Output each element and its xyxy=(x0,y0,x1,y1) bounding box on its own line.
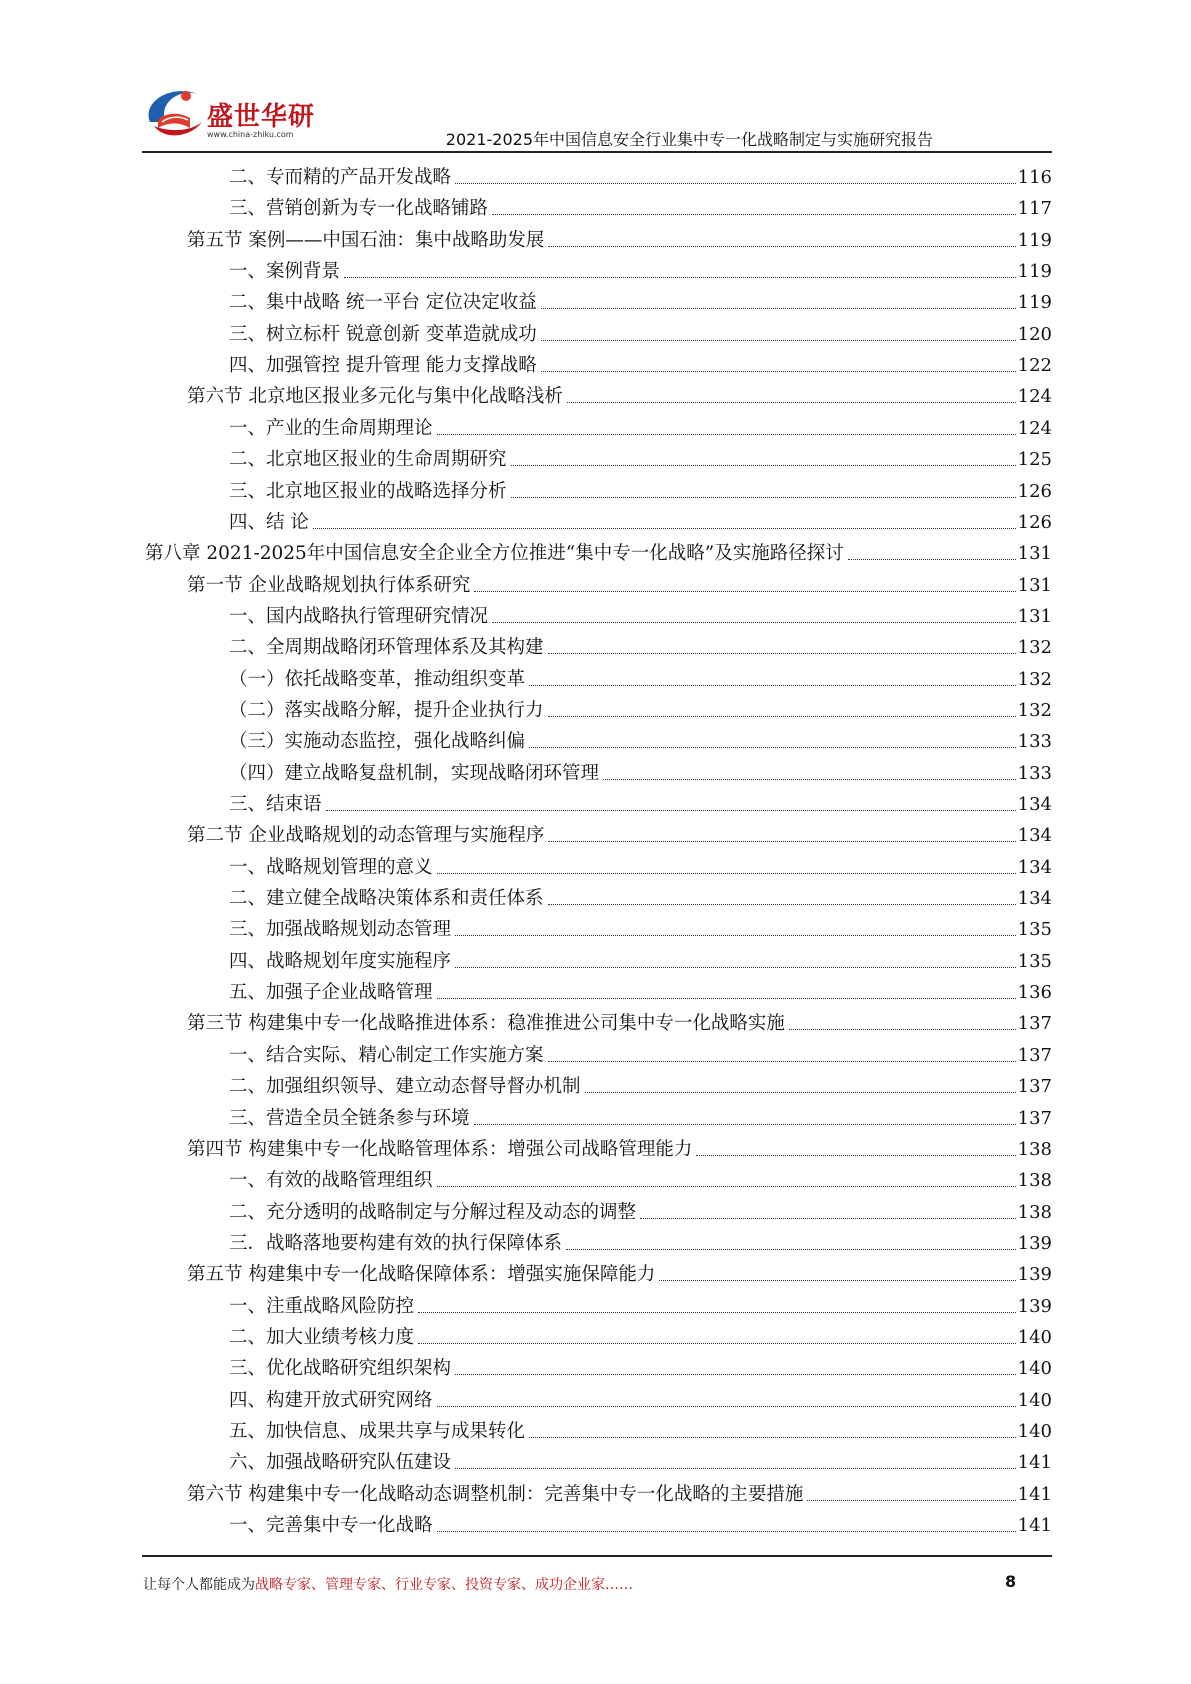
toc-entry-page: 131 xyxy=(1017,543,1052,565)
toc-entry-page: 126 xyxy=(1017,511,1052,533)
footer-divider xyxy=(142,1555,1052,1557)
logo-text: 盛世华研 xyxy=(207,102,316,132)
toc-leader-dots xyxy=(548,1061,1016,1062)
toc-entry-title: （一）依托战略变革，推动组织变革 xyxy=(229,668,526,690)
toc-entry-title: 第六节 北京地区报业多元化与集中化战略浅析 xyxy=(187,386,563,408)
toc-entry-page: 134 xyxy=(1017,888,1052,910)
toc-entry-page: 137 xyxy=(1017,1076,1052,1098)
toc-entry-title: 五、加快信息、成果共享与成果转化 xyxy=(229,1421,526,1442)
toc-entry-page: 125 xyxy=(1017,449,1052,471)
page-header xyxy=(0,0,1191,150)
toc-leader-dots xyxy=(455,935,1016,936)
toc-entry-page: 134 xyxy=(1017,794,1052,815)
toc-entry[interactable] xyxy=(229,1226,1052,1256)
toc-entry[interactable] xyxy=(229,975,1052,1005)
toc-entry-page: 134 xyxy=(1017,856,1052,878)
toc-entry-title: 三、结束语 xyxy=(229,794,322,815)
toc-entry-title: 一、产业的生命周期理论 xyxy=(229,417,433,439)
toc-leader-dots xyxy=(529,1437,1016,1438)
toc-leader-dots xyxy=(418,1343,1016,1344)
toc-entry-page: 140 xyxy=(1017,1389,1052,1411)
toc-entry[interactable] xyxy=(229,505,1052,535)
toc-entry-title: 二、加大业绩考核力度 xyxy=(229,1326,415,1348)
toc-leader-dots xyxy=(455,1468,1016,1469)
toc-leader-dots xyxy=(659,1280,1015,1281)
logo-url: www.china-zhiku.com xyxy=(207,130,294,139)
toc-leader-dots xyxy=(696,1155,1015,1156)
toc-entry-page: 119 xyxy=(1017,229,1052,251)
toc-leader-dots xyxy=(529,747,1016,748)
toc-entry-title: 第三节 构建集中专一化战略推进体系：稳准推进公司集中专一化战略实施 xyxy=(187,1013,785,1035)
toc-entry-title: 第二节 企业战略规划的动态管理与实施程序 xyxy=(187,825,545,847)
toc-entry-title: 二、建立健全战略决策体系和责任体系 xyxy=(229,888,544,910)
toc-entry-title: 第五节 构建集中专一化战略保障体系：增强实施保障能力 xyxy=(187,1264,656,1286)
toc-leader-dots xyxy=(640,1218,1016,1219)
toc-entry[interactable] xyxy=(229,254,1052,284)
toc-entry[interactable] xyxy=(229,724,1052,754)
toc-entry-title: 一、案例背景 xyxy=(229,261,341,283)
toc-entry[interactable] xyxy=(229,1414,1052,1444)
toc-leader-dots xyxy=(585,1092,1016,1093)
page-number: 8 xyxy=(1005,1572,1017,1591)
toc-entry[interactable] xyxy=(229,1289,1052,1319)
toc-leader-dots xyxy=(541,371,1016,372)
footer-slogan-prefix: 让每个人都能成为 xyxy=(143,1577,255,1593)
toc-entry[interactable] xyxy=(229,599,1052,629)
toc-entry-page: 140 xyxy=(1017,1358,1052,1380)
toc-entry-page: 132 xyxy=(1017,668,1052,690)
toc-entry-page: 136 xyxy=(1017,982,1052,1004)
toc-entry-title: 三．战略落地要构建有效的执行保障体系 xyxy=(229,1232,563,1254)
toc-leader-dots xyxy=(567,402,1016,403)
toc-entry[interactable] xyxy=(229,630,1052,660)
toc-entry-page: 117 xyxy=(1017,198,1052,220)
document-title: 2021-2025年中国信息安全行业集中专一化战略制定与实施研究报告 xyxy=(445,130,933,149)
toc-entry-title: 二、专而精的产品开发战略 xyxy=(229,167,452,188)
toc-entry[interactable] xyxy=(229,411,1052,441)
toc-entry-page: 138 xyxy=(1017,1138,1052,1160)
toc-entry-title: 第四节 构建集中专一化战略管理体系：增强公司战略管理能力 xyxy=(187,1138,693,1160)
toc-entry-title: 第五节 案例——中国石油：集中战略助发展 xyxy=(187,229,545,251)
toc-entry-page: 119 xyxy=(1017,261,1052,283)
toc-entry-page: 122 xyxy=(1017,355,1052,377)
toc-entry-title: 五、加强子企业战略管理 xyxy=(229,982,433,1004)
toc-leader-dots xyxy=(437,873,1016,874)
toc-entry-title: （三）实施动态监控，强化战略纠偏 xyxy=(229,731,526,753)
toc-leader-dots xyxy=(807,1500,1015,1501)
toc-leader-dots xyxy=(566,1249,1016,1250)
toc-leader-dots xyxy=(548,841,1015,842)
toc-leader-dots xyxy=(848,559,1016,560)
toc-entry[interactable] xyxy=(229,1508,1052,1538)
toc-entry-title: 三、树立标杆 锐意创新 变革造就成功 xyxy=(229,323,537,345)
toc-leader-dots xyxy=(492,214,1016,215)
toc-entry-title: 三、北京地区报业的战略选择分析 xyxy=(229,480,507,502)
toc-entry-page: 140 xyxy=(1017,1421,1052,1442)
toc-entry[interactable] xyxy=(229,944,1052,974)
toc-leader-dots xyxy=(541,340,1016,341)
toc-entry-title: 四、构建开放式研究网络 xyxy=(229,1389,433,1411)
toc-entry[interactable] xyxy=(229,787,1052,817)
toc-entry[interactable] xyxy=(229,160,1052,190)
toc-leader-dots xyxy=(789,1029,1016,1030)
toc-entry-title: 一、注重战略风险防控 xyxy=(229,1295,415,1317)
toc-entry-page: 120 xyxy=(1017,323,1052,345)
toc-entry[interactable] xyxy=(229,850,1052,880)
toc-entry[interactable] xyxy=(229,348,1052,378)
toc-entry[interactable] xyxy=(187,818,1052,848)
toc-entry-page: 131 xyxy=(1017,574,1052,596)
toc-entry[interactable] xyxy=(229,474,1052,504)
toc-entry-title: 三、营销创新为专一化战略铺路 xyxy=(229,198,489,220)
toc-entry-title: 第八章 2021-2025年中国信息安全企业全方位推进“集中专一化战略”及实施路径探讨 xyxy=(145,543,844,565)
toc-entry[interactable] xyxy=(187,1257,1052,1287)
toc-leader-dots xyxy=(603,779,1016,780)
toc-leader-dots xyxy=(455,183,1016,184)
toc-entry-title: 第一节 企业战略规划执行体系研究 xyxy=(187,574,471,596)
toc-entry-page: 124 xyxy=(1017,386,1052,408)
toc-entry-title: 一、结合实际、精心制定工作实施方案 xyxy=(229,1044,544,1066)
toc-leader-dots xyxy=(541,308,1016,309)
toc-entry[interactable] xyxy=(229,1351,1052,1381)
toc-entry[interactable] xyxy=(229,1445,1052,1475)
toc-leader-dots xyxy=(437,434,1016,435)
toc-entry-page: 126 xyxy=(1017,480,1052,502)
toc-leader-dots xyxy=(344,277,1016,278)
toc-leader-dots xyxy=(474,1124,1016,1125)
toc-entry[interactable] xyxy=(229,317,1052,347)
toc-entry-page: 135 xyxy=(1017,919,1052,941)
toc-leader-dots xyxy=(511,497,1016,498)
toc-entry-title: 三、加强战略规划动态管理 xyxy=(229,919,452,941)
toc-leader-dots xyxy=(492,622,1016,623)
toc-entry-page: 133 xyxy=(1017,731,1052,753)
toc-entry[interactable] xyxy=(187,379,1052,409)
toc-entry-title: 四、战略规划年度实施程序 xyxy=(229,950,452,972)
toc-entry-title: （二）落实战略分解，提升企业执行力 xyxy=(229,699,544,721)
toc-leader-dots xyxy=(548,246,1015,247)
toc-entry-page: 137 xyxy=(1017,1044,1052,1066)
toc-leader-dots xyxy=(418,1312,1016,1313)
toc-entry[interactable] xyxy=(229,693,1052,723)
toc-entry[interactable] xyxy=(229,1069,1052,1099)
toc-entry-page: 131 xyxy=(1017,605,1052,627)
toc-entry-page: 137 xyxy=(1017,1107,1052,1129)
toc-entry-title: 一、战略规划管理的意义 xyxy=(229,856,433,878)
toc-leader-dots xyxy=(313,528,1016,529)
toc-entry[interactable] xyxy=(187,223,1052,253)
toc-leader-dots xyxy=(548,716,1016,717)
toc-entry[interactable] xyxy=(187,1132,1052,1162)
toc-leader-dots xyxy=(548,904,1016,905)
toc-entry-page: 138 xyxy=(1017,1170,1052,1192)
toc-entry[interactable] xyxy=(229,756,1052,786)
toc-entry-title: 二、全周期战略闭环管理体系及其构建 xyxy=(229,637,544,659)
footer-slogan xyxy=(143,1574,633,1594)
toc-entry[interactable] xyxy=(229,912,1052,942)
toc-entry-page: 135 xyxy=(1017,950,1052,972)
toc-leader-dots xyxy=(548,653,1016,654)
toc-entry-title: 一、国内战略执行管理研究情况 xyxy=(229,605,489,627)
toc-leader-dots xyxy=(326,810,1016,811)
toc-entry-page: 141 xyxy=(1017,1452,1052,1474)
toc-entry-page: 139 xyxy=(1017,1295,1052,1317)
toc-entry[interactable] xyxy=(187,568,1052,598)
toc-entry-title: 四、加强管控 提升管理 能力支撑战略 xyxy=(229,355,537,377)
toc-leader-dots xyxy=(437,1186,1016,1187)
toc-entry[interactable] xyxy=(229,1383,1052,1413)
toc-leader-dots xyxy=(437,1406,1016,1407)
toc-entry[interactable] xyxy=(229,1038,1052,1068)
toc-entry[interactable] xyxy=(229,881,1052,911)
toc-entry[interactable] xyxy=(187,1477,1052,1507)
toc-entry-title: 六、加强战略研究队伍建设 xyxy=(229,1452,452,1474)
toc-entry-title: 二、充分透明的战略制定与分解过程及动态的调整 xyxy=(229,1201,637,1223)
toc-entry[interactable] xyxy=(187,1006,1052,1036)
toc-entry-page: 141 xyxy=(1017,1483,1052,1505)
toc-entry-page: 137 xyxy=(1017,1013,1052,1035)
toc-entry[interactable] xyxy=(229,191,1052,221)
toc-entry-page: 133 xyxy=(1017,762,1052,784)
toc-entry[interactable] xyxy=(229,1163,1052,1193)
toc-entry-page: 124 xyxy=(1017,417,1052,439)
toc-leader-dots xyxy=(511,465,1016,466)
footer-slogan-highlight: 战略专家、管理专家、行业专家、投资专家、成功企业家…… xyxy=(255,1577,633,1593)
toc-entry-title: 二、加强组织领导、建立动态督导督办机制 xyxy=(229,1076,581,1098)
toc-entry-page: 139 xyxy=(1017,1264,1052,1286)
toc-entry-title: 三、优化战略研究组织架构 xyxy=(229,1358,452,1380)
toc-entry-title: 二、北京地区报业的生命周期研究 xyxy=(229,449,507,471)
toc-entry-title: 一、完善集中专一化战略 xyxy=(229,1515,433,1537)
toc-entry-title: 一、有效的战略管理组织 xyxy=(229,1170,433,1192)
toc-entry-title: 三、营造全员全链条参与环境 xyxy=(229,1107,470,1129)
toc-entry[interactable] xyxy=(229,1195,1052,1225)
toc-leader-dots xyxy=(455,967,1016,968)
toc-entry-page: 141 xyxy=(1017,1515,1052,1537)
toc-leader-dots xyxy=(437,998,1016,999)
toc-entry[interactable] xyxy=(229,1101,1052,1131)
toc-entry-page: 140 xyxy=(1017,1326,1052,1348)
toc-entry-title: 四、结 论 xyxy=(229,511,309,533)
toc-entry-page: 139 xyxy=(1017,1232,1052,1254)
toc-leader-dots xyxy=(437,1531,1016,1532)
header-divider xyxy=(142,151,1052,153)
toc-entry-title: （四）建立战略复盘机制，实现战略闭环管理 xyxy=(229,762,600,784)
toc-leader-dots xyxy=(455,1374,1016,1375)
toc-entry-page: 132 xyxy=(1017,637,1052,659)
toc-entry-page: 116 xyxy=(1017,167,1052,188)
toc-entry-page: 132 xyxy=(1017,699,1052,721)
toc-entry-title: 二、集中战略 统一平台 定位决定收益 xyxy=(229,292,537,314)
toc-entry-page: 134 xyxy=(1017,825,1052,847)
toc-leader-dots xyxy=(529,685,1016,686)
toc-entry-page: 138 xyxy=(1017,1201,1052,1223)
toc-entry[interactable] xyxy=(229,442,1052,472)
toc-entry[interactable] xyxy=(229,662,1052,692)
toc-entry-page: 119 xyxy=(1017,292,1052,314)
toc-entry-title: 第六节 构建集中专一化战略动态调整机制：完善集中专一化战略的主要措施 xyxy=(187,1483,804,1505)
toc-leader-dots xyxy=(474,591,1015,592)
toc-entry[interactable] xyxy=(229,285,1052,315)
toc-entry[interactable] xyxy=(145,536,1052,566)
toc-entry[interactable] xyxy=(229,1320,1052,1350)
